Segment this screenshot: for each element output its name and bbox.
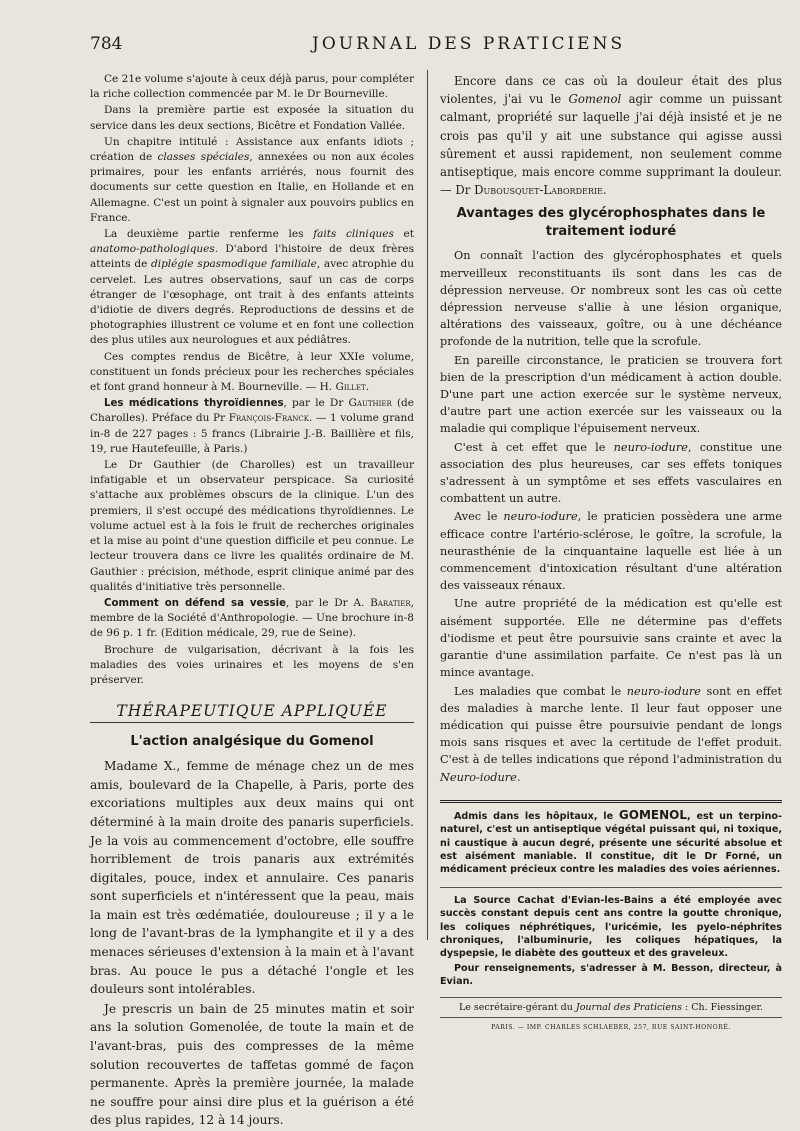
page-header: [90, 34, 790, 58]
book-title: Comment on défend sa vessie: [104, 597, 286, 609]
right-column: [440, 72, 782, 1031]
article-paragraph: Je prescris un bain de 25 minutes matin et soir ans la solution Gomenolée, de toute la main et de l'avant-bras, puis des compresses de la même solution recouvertes de taffetas gommé de façon permanente. Après la première journée, la malade ne souffre pour ainsi dire plus et la guérison a été des plus rapides, 12 à 14 jours.: [90, 1001, 414, 1128]
book-title: Les médications thyroïdiennes: [104, 398, 284, 410]
book-entry-vessie: Comment on défend sa vessie, par le Dr A. Baratier, membre de la Société d'Anthropologie. — Une brochure in-8 de 96 p. 1 fr. (Edition médicale, 29, rue de Seine).: [90, 596, 414, 640]
review-paragraph: Ces comptes rendus de Bicêtre, à leur XXIe volume, constituent un fonds précieux pour les recherches spéciales et font grand honneur à M. Bourneville. — H. Gillet.: [90, 350, 414, 394]
article-paragraph: Madame X., femme de ménage chez un de mes amis, boulevard de la Chapelle, à Paris, porte des excoriations multiples aux deux mains qui ont déterminé à la main droite des panaris superficiels. Je la vois au commencement d'octobre, elle souffre horriblement de trois panaris aux extrémités digitales, pouce, index et annulaire. Ces panaris sont superficiels et n'intéressent que la peau, mais la main est très œdématiée, douloureuse ; il y a le long de l'avant-bras de la lymphangite et il y a des menaces sérieuses d'extension à la main et à l'avant bras. Au pouce le pus a détaché l'ongle et les douleurs sont intolérables.: [90, 759, 414, 997]
page-number: 784: [90, 34, 123, 54]
article-paragraph: C'est à cet effet que le neuro-iodure, constitue une association des plus heureuses, car ses effets toniques s'adressent à un symptôme et ses effets vasculaires en combattent un autre.: [440, 440, 782, 506]
gomenol-advert: Admis dans les hôpitaux, le GOMENOL, est un terpino-naturel, c'est un antiseptique végétal puissant qui, ni toxique, ni caustique à aucun degré, présente une sécurité absolue et est aisément maniable. Il constitue, dit le Dr Forné, un médicament précieux contre les maladies des voies aériennes.: [440, 800, 782, 877]
article-heading: Avantages des glycérophosphates dans le traitement ioduré: [456, 206, 766, 240]
gerant-line: Le secrétaire-gérant du Journal des Praticiens : Ch. Fiessinger.: [440, 997, 782, 1018]
article-paragraph: En pareille circonstance, le praticien se trouvera fort bien de la prescription d'un médicament à action double. D'une part une action exercée sur le système nerveux, d'autre part une action exercée sur les vaisseaux ou la maladie qui complique l'épuisement nerveux.: [440, 353, 782, 436]
article-paragraph: On connaît l'action des glycérophosphates et quels merveilleux reconstituants ils sont dans les cas de dépression nerveuse. Or nombreux sont les cas où cette dépression nerveuse s'allie à une lésion organique, altérations des vaisseaux, goître, ou à une déchéance profonde de la nutrition, telle que la scrofule.: [440, 249, 782, 349]
review-paragraph: Ce 21e volume s'ajoute à ceux déjà parus, pour compléter la riche collection commencée par M. le Dr Bourneville.: [90, 73, 414, 101]
review-paragraph: Brochure de vulgarisation, décrivant à la fois les maladies des voies urinaires et les moyens de s'en préserver.: [90, 643, 414, 686]
column-divider: [427, 70, 428, 940]
article-paragraph: Encore dans ce cas où la douleur était des plus violentes, j'ai vu le Gomenol agir comme un puissant calmant, propriété sur laquelle j'ai déjà insisté et je ne crois pas qu'il y ait une substance qui agisse aussi sûrement et aussi rapidement, non seulement comme antiseptique, mais encore comme supprimant la douleur. — Dr Dubousquet-Laborderie.: [440, 74, 782, 198]
article-heading: L'action analgésique du Gomenol: [130, 734, 374, 750]
article-paragraph: Avec le neuro-iodure, le praticien possèdera une arme efficace contre l'artério-sclérose, le goître, la scrofule, la neurasthénie de la cinquantaine laquelle est liée à un commencement d'intoxication résultant d'une altération des vaisseaux rénaux.: [440, 510, 783, 593]
review-paragraph: Un chapitre intitulé : Assistance aux enfants idiots ; création de classes spéciales, annexées ou non aux écoles primaires, pour les enfants arriérés, nous fournit des documents sur cette question en Italie, en Hollande et en Allemagne. C'est un point à signaler aux pouvoirs publics en France.: [90, 135, 414, 224]
printer-imprint: PARIS. — IMP. CHARLES SCHLAEBER, 257, RUE SAINT-HONORÉ.: [491, 1023, 731, 1031]
review-paragraph: Le Dr Gauthier (de Charolles) est un travailleur infatigable et un observateur perspicace. Sa curiosité s'attache aux problèmes obscurs de la clinique. L'un des premiers, il s'est occupé des médications thyroïdiennes. Le volume actuel est à la fois le fruit de recherches originales et la mise au point d'une question difficile et peu connue. Le lecteur trouvera dans ce livre les qualités ordinaire de M. Gauthier : précision, méthode, esprit clinique animé par des qualités d'initiative très personnelle.: [90, 459, 414, 593]
article-paragraph: Les maladies que combat le neuro-iodure sont en effet des maladies à marche lente. Il leur faut opposer une médication qui puisse être poursuivie pendant de longs mois sans risques et avec la certitude de l'effet produit. C'est à de telles indications que répond l'administration du Neuro-iodure.: [440, 684, 782, 784]
article-paragraph: Une autre propriété de la médication est qu'elle est aisément supportée. Elle ne détermine pas d'effets d'iodisme et peut être poursuivie sans crainte et avec la garantie d'une assimilation parfaite. Ce n'est pas là un mince avantage.: [440, 597, 782, 680]
review-paragraph: La deuxième partie renferme les faits cliniques et anatomo-pathologiques. D'abord l'histoire de deux frères atteints de diplégie spasmodique familiale, avec atrophie du cervelet. Les autres observations, sauf un cas de corps étranger de l'œsophage, ont trait à des enfants atteints d'idiotie de divers degrés. Reproductions de dessins et de photographies illustrent ce volume et en font une collection des plus utiles aux neurologues et aux pédiâtres.: [90, 228, 414, 347]
review-paragraph: Dans la première partie est exposée la situation du service dans les deux sections, Bicêtre et Fondation Vallée.: [90, 104, 414, 132]
left-column: [90, 72, 414, 1131]
evian-advert: La Source Cachat d'Evian-les-Bains a été employée avec succès constant depuis cent ans contre la goutte chronique, les coliques néphrétiques, l'uricémie, les pyelo-néphrites chroniques, l'albuminurie, les coliques hépatiques, la dyspepsie, le diabète des goutteux et des graveleux. Pour renseignements, s'adresser à M. Besson, directeur, à Evian.: [440, 887, 782, 989]
section-rubric: THÉRAPEUTIQUE APPLIQUÉE: [90, 702, 414, 723]
running-title: JOURNAL DES PRATICIENS: [312, 34, 626, 54]
book-entry-thyroid: Les médications thyroïdiennes, par le Dr Gauthier (de Charolles). Préface du Pr François-Franck. — 1 volume grand in-8 de 227 pages : 5 francs (Librairie J.-B. Baillière et fils, 19, rue Hautefeuille, à Paris.): [90, 397, 414, 455]
